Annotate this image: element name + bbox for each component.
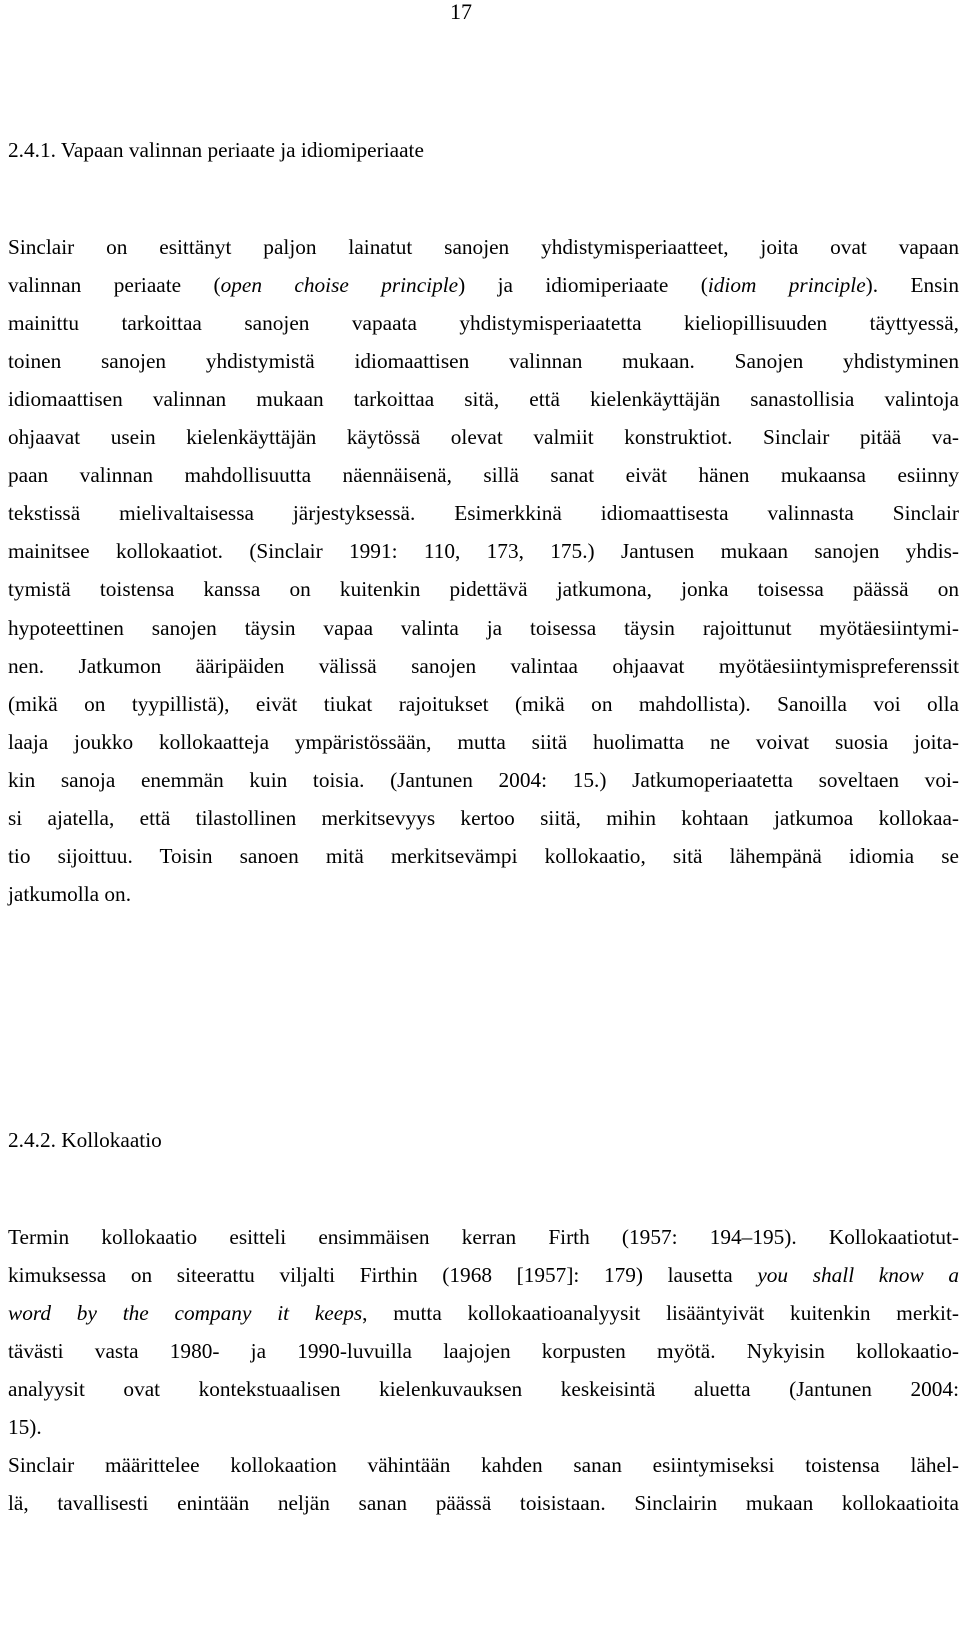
text-segment: si ajatella, että tilastollinen merkitsevyys kertoo siitä, mihin kohtaan jatkumoa kollokaa- bbox=[8, 805, 959, 830]
text-line bbox=[8, 1412, 959, 1442]
italic-text: open choise principle bbox=[220, 273, 459, 298]
text-segment: ) ja idiomiperiaate ( bbox=[458, 273, 708, 298]
text-line bbox=[8, 346, 959, 376]
italic-text: idiom principle bbox=[707, 273, 866, 298]
text-segment: ohjaavat usein kielenkäyttäjän käytössä olevat valmiit konstruktiot. Sinclair pitää va- bbox=[8, 425, 959, 450]
italic-text: you shall know a bbox=[757, 1263, 960, 1288]
text-line bbox=[8, 841, 959, 871]
text-line bbox=[8, 727, 959, 757]
text-segment: jatkumolla on. bbox=[8, 881, 132, 906]
text-segment: idiomaattisen valinnan mukaan tarkoittaa sitä, että kielenkäyttäjän sanastollisia valintoja bbox=[8, 387, 959, 412]
text-line bbox=[8, 232, 959, 262]
text-segment: mainitsee kollokaatiot. (Sinclair 1991: 110, 173, 175.) Jantusen mukaan sanojen yhdis- bbox=[8, 539, 959, 564]
text-line bbox=[8, 689, 959, 719]
text-line bbox=[8, 384, 959, 414]
text-line bbox=[8, 1222, 959, 1252]
text-segment: 15). bbox=[8, 1415, 42, 1440]
text-line bbox=[8, 270, 959, 300]
page-number: 17 bbox=[450, 0, 472, 24]
text-segment: ). Ensin bbox=[865, 273, 959, 298]
text-line bbox=[8, 613, 959, 643]
text-line bbox=[8, 308, 959, 338]
text-segment: analyysit ovat kontekstuaalisen kielenkuvauksen keskeisintä aluetta (Jantunen 2004: bbox=[8, 1377, 959, 1402]
text-line bbox=[8, 1336, 959, 1366]
text-line bbox=[8, 651, 959, 681]
text-segment: laaja joukko kollokaatteja ympäristössään, mutta siitä huolimatta ne voivat suosia joita- bbox=[8, 729, 959, 754]
text-segment: paan valinnan mahdollisuutta näennäisenä, sillä sanat eivät hänen mukaansa esiinny bbox=[8, 463, 959, 488]
text-line bbox=[8, 1488, 959, 1518]
text-line bbox=[8, 879, 959, 909]
text-line bbox=[8, 1298, 959, 1328]
text-line bbox=[8, 1374, 959, 1404]
text-line bbox=[8, 422, 959, 452]
text-line bbox=[8, 1450, 959, 1480]
text-line bbox=[8, 460, 959, 490]
text-line bbox=[8, 1260, 959, 1290]
text-line bbox=[8, 803, 959, 833]
text-segment: tio sijoittuu. Toisin sanoen mitä merkitsevämpi kollokaatio, sitä lähempänä idiomia se bbox=[8, 843, 959, 868]
section-heading: 2.4.2. Kollokaatio bbox=[8, 1128, 162, 1152]
text-segment: , mutta kollokaatioanalyysit lisääntyivät kuitenkin merkit- bbox=[362, 1301, 959, 1326]
text-segment: lä, tavallisesti enintään neljän sanan päässä toisistaan. Sinclairin mukaan kollokaatioita bbox=[8, 1491, 959, 1516]
text-segment: hypoteettinen sanojen täysin vapaa valinta ja toisessa täysin rajoittunut myötäesiintymi- bbox=[8, 615, 959, 640]
text-segment: nen. Jatkumon ääripäiden välissä sanojen valintaa ohjaavat myötäesiintymispreferenssit bbox=[8, 653, 959, 678]
text-segment: kimuksessa on siteerattu viljalti Firthin (1968 [1957]: 179) lausetta bbox=[8, 1263, 758, 1288]
text-segment: Sinclair määrittelee kollokaation vähintään kahden sanan esiintymiseksi toistensa lähel- bbox=[8, 1453, 959, 1478]
text-line bbox=[8, 765, 959, 795]
section-heading: 2.4.1. Vapaan valinnan periaate ja idiomiperiaate bbox=[8, 138, 424, 162]
text-segment: Sinclair on esittänyt paljon lainatut sanojen yhdistymisperiaatteet, joita ovat vapaan bbox=[8, 235, 959, 259]
text-segment: kin sanoja enemmän kuin toisia. (Jantunen 2004: 15.) Jatkumoperiaatetta soveltaen voi- bbox=[8, 767, 959, 792]
text-segment: valinnan periaate ( bbox=[8, 273, 221, 298]
text-line bbox=[8, 536, 959, 566]
text-segment: tymistä toistensa kanssa on kuitenkin pidettävä jatkumona, jonka toisessa päässä on bbox=[8, 577, 959, 602]
text-segment: toinen sanojen yhdistymistä idiomaattisen valinnan mukaan. Sanojen yhdistyminen bbox=[8, 349, 959, 374]
text-segment: mainittu tarkoittaa sanojen vapaata yhdistymisperiaatetta kieliopillisuuden täyttyessä, bbox=[8, 311, 959, 336]
text-segment: tävästi vasta 1980- ja 1990-luvuilla laajojen korpusten myötä. Nykyisin kollokaatio- bbox=[8, 1339, 959, 1364]
italic-text: word by the company it keeps bbox=[8, 1301, 363, 1326]
text-segment: (mikä on tyypillistä), eivät tiukat rajoitukset (mikä on mahdollista). Sanoilla voi olla bbox=[8, 691, 959, 716]
text-segment: Termin kollokaatio esitteli ensimmäisen kerran Firth (1957: 194–195). Kollokaatiotut- bbox=[8, 1225, 959, 1249]
text-segment: tekstissä mielivaltaisessa järjestyksessä. Esimerkkinä idiomaattisesta valinnasta Sinclair bbox=[8, 501, 959, 526]
text-line bbox=[8, 498, 959, 528]
text-line bbox=[8, 574, 959, 604]
